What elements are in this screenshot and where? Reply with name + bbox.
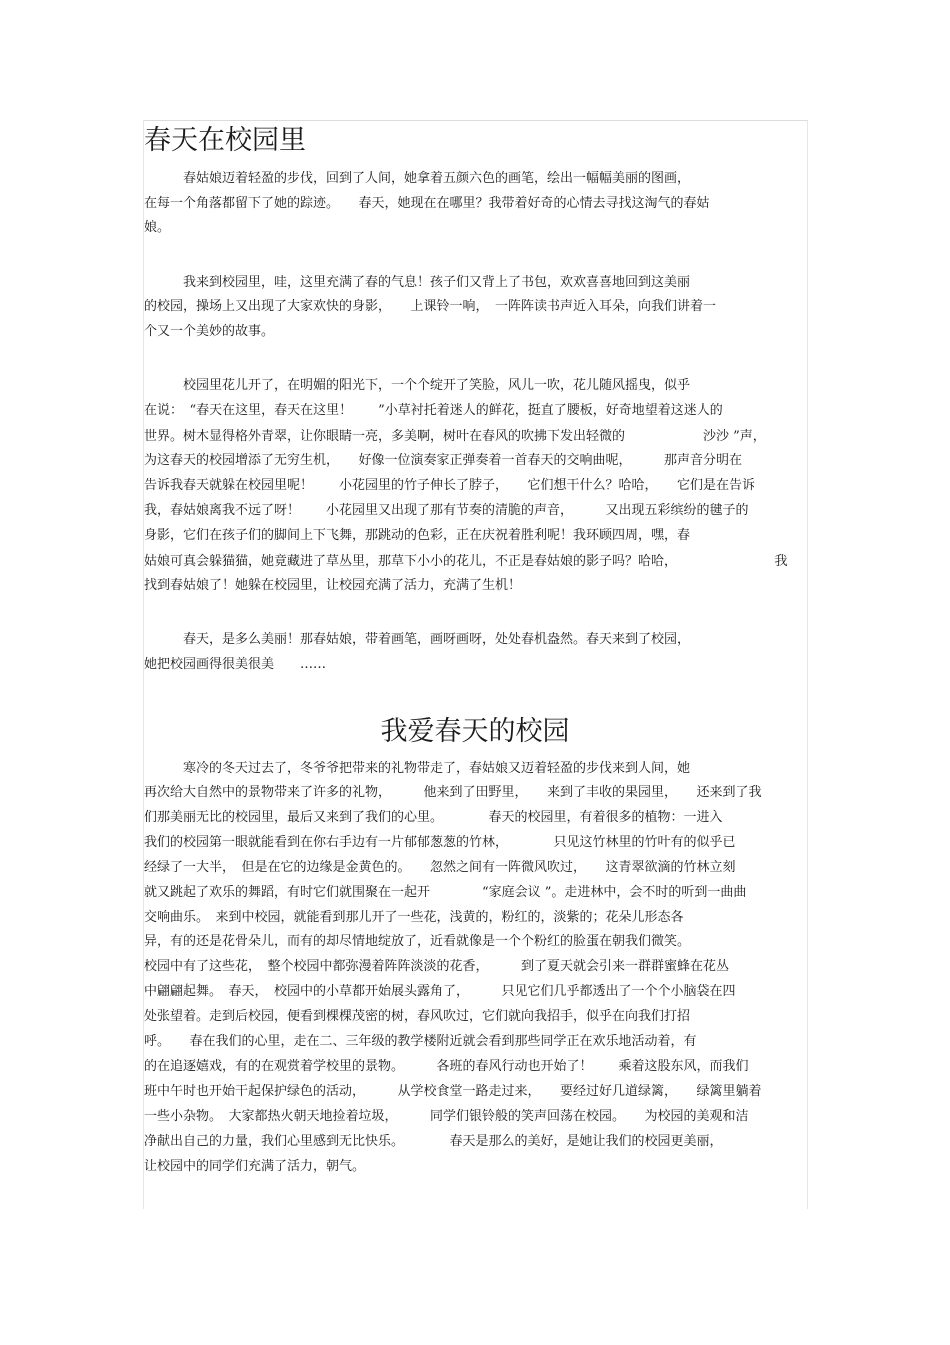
text-line: 的校园，操场上又出现了大家欢快的身影， 上课铃一响， 一阵阵读书声近入耳朵，向我们讲着一 [144, 299, 717, 314]
text-line: 异，有的还是花骨朵儿，而有的却尽情地绽放了，近看就像是一个个粉红的脸蛋在朝我们微笑。 [144, 934, 691, 949]
text-line: 我，春姑娘离我不远了呀！ 小花园里又出现了那有节奏的清脆的声音， 又出现五彩缤纷的毽子的 [144, 503, 749, 518]
text-line: 经绿了一大半， 但是在它的边缘是金黄色的。 忽然之间有一阵微风吹过， 这青翠欲滴的竹林立刻 [144, 860, 736, 875]
text-line: 娘。 [144, 220, 171, 235]
text-line: 找到春姑娘了！她躲在校园里，让校园充满了活力，充满了生机！ [144, 578, 522, 593]
text-line: 一些小杂物。 大家都热火朝天地捡着垃圾， 同学们银铃般的笑声回荡在校园。 为校园的美观和洁 [144, 1109, 749, 1124]
text-line: 世界。树木显得格外青翠，让你眼睛一亮，多美啊，树叶在春风的吹拂下发出轻微的 沙沙 ”声， [144, 429, 766, 444]
text-line: 班中午时也开始干起保护绿色的活动， 从学校食堂一路走过来， 要经过好几道绿篱， 绿篱里躺着 [144, 1084, 762, 1099]
text-line: 身影，它们在孩子们的脚间上下飞舞，那跳动的色彩，正在庆祝着胜利呢！我环顾四周，嘿，春 [144, 528, 691, 543]
text-line: 寒冷的冬天过去了，冬爷爷把带来的礼物带走了，春姑娘又迈着轻盈的步伐来到人间，她 [144, 761, 691, 776]
text-line: 再次给大自然中的景物带来了许多的礼物， 他来到了田野里， 来到了丰收的果园里， 还来到了我 [144, 785, 762, 800]
text-line: 校园里花儿开了，在明媚的阳光下，一个个绽开了笑脸，风儿一吹，花儿随风摇曳，似乎 [144, 378, 691, 393]
text-line: 个又一个美妙的故事。 [144, 324, 275, 339]
text-line: 我们的校园第一眼就能看到在你右手边有一片郁郁葱葱的竹林， 只见这竹林里的竹叶有的似乎已 [144, 835, 736, 850]
essay-title-2: 我爱春天的校园 [380, 716, 570, 747]
text-line: 让校园中的同学们充满了活力，朝气。 [144, 1159, 366, 1174]
text-line: 校园中有了这些花， 整个校园中都弥漫着阵阵淡淡的花香， 到了夏天就会引来一群群蜜蜂在花丛 [144, 959, 730, 974]
text-line: 呼。 春在我们的心里，走在二、三年级的教学楼附近就会看到那些同学正在欢乐地活动着，有 [144, 1034, 697, 1049]
text-line: 就又跳起了欢乐的舞蹈，有时它们就围聚在一起开 “家庭会议 ”。走进林中，会不时的听到一曲曲 [144, 885, 747, 900]
text-line: 们那美丽无比的校园里，最后又来到了我们的心里。 春天的校园里，有着很多的植物：一进入 [144, 810, 723, 825]
text-line: 为这春天的校园增添了无穷生机， 好像一位演奏家正弹奏着一首春天的交响曲呢， 那声音分明在 [144, 453, 743, 468]
essay-title-1: 春天在校园里 [144, 125, 306, 156]
text-line: 她把校园画得很美很美 …… [144, 657, 327, 672]
text-line: 交响曲乐。 来到中校园，就能看到那儿开了一些花，浅黄的，粉红的，淡紫的；花朵儿形态各 [144, 910, 684, 925]
text-line: 姑娘可真会躲猫猫，她竟藏进了草丛里，那草下小小的花儿，不正是春姑娘的影子吗？哈哈， 我 [144, 554, 788, 569]
text-line: 中翩翩起舞。 春天， 校园中的小草都开始展头露角了， 只见它们几乎都透出了一个个小脑袋在四 [144, 984, 736, 999]
text-line: 在说： “春天在这里，春天在这里！ ”小草衬托着迷人的鲜花，挺直了腰板，好奇地望着这迷人的 [144, 403, 723, 418]
text-line: 春姑娘迈着轻盈的步伐，回到了人间，她拿着五颜六色的画笔，绘出一幅幅美丽的图画， [144, 171, 691, 186]
text-line: 我来到校园里，哇，这里充满了春的气息！孩子们又背上了书包，欢欢喜喜地回到这美丽 [144, 275, 691, 290]
text-line: 处张望着。走到后校园，便看到棵棵茂密的树，春风吹过，它们就向我招手，似乎在向我们打招 [144, 1009, 691, 1024]
text-line: 春天，是多么美丽！那春姑娘，带着画笔，画呀画呀，处处春机盎然。春天来到了校园， [144, 632, 691, 647]
text-line: 告诉我春天就躲在校园里呢！ 小花园里的竹子伸长了脖子， 它们想干什么？哈哈， 它们是在告诉 [144, 478, 756, 493]
text-line: 净献出自己的力量，我们心里感到无比快乐。 春天是那么的美好，是她让我们的校园更美丽， [144, 1134, 723, 1149]
text-line: 在每一个角落都留下了她的踪迹。 春天，她现在在哪里？我带着好奇的心情去寻找这淘气的春姑 [144, 196, 710, 211]
text-line: 的在追逐嬉戏，有的在观赏着学校里的景物。 各班的春风行动也开始了！ 乘着这股东风，而我们 [144, 1059, 749, 1074]
